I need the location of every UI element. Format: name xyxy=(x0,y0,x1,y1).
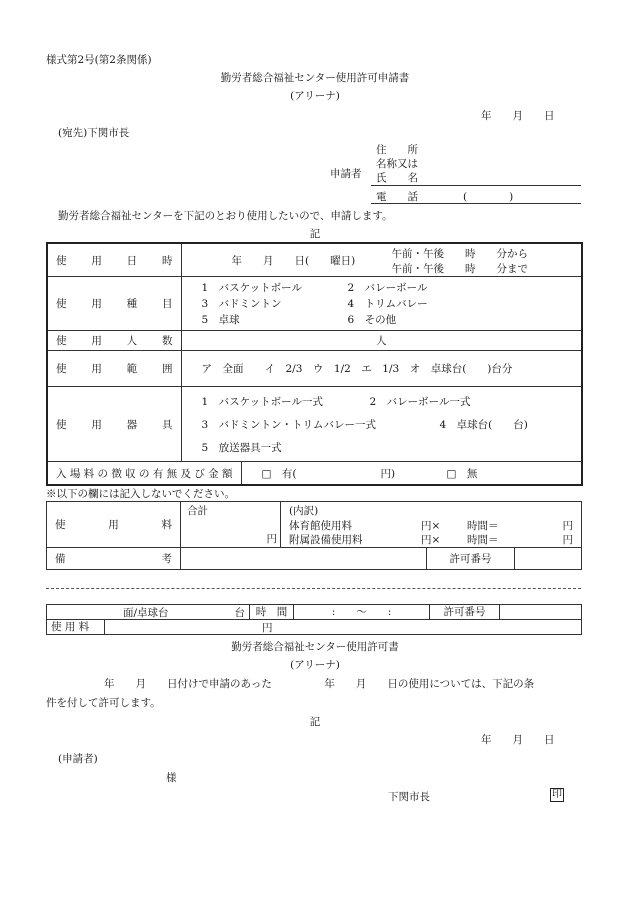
seal-mark: 印 xyxy=(552,789,562,800)
time-to: 午前・午後 時 分まで xyxy=(391,263,528,275)
form-number: 様式第2号(第2条関係) xyxy=(46,54,152,66)
name-underline xyxy=(371,185,581,186)
people-row xyxy=(47,331,582,351)
datetime-label: 使用日時 xyxy=(56,254,173,267)
addressee: (宛先)下関市長 xyxy=(58,127,130,139)
permit-date: 年 月 日 xyxy=(481,734,555,746)
type-label: 使用種目 xyxy=(56,298,173,310)
venue-label: (アリーナ) xyxy=(290,90,340,102)
range-row xyxy=(47,351,582,387)
equipment-3: 3 バドミントン・トリムバレー一式 xyxy=(201,419,376,431)
people-unit: 人 xyxy=(181,331,582,351)
type-4: 4 トリムバレー xyxy=(347,298,428,310)
stub-row-1 xyxy=(47,605,582,620)
gym-yen: 円 xyxy=(562,520,574,532)
fee-yes-option[interactable]: □ 有( 円) xyxy=(261,468,396,480)
range-value: ア 全面 イ 2/3 ウ 1/2 エ 1/3 オ 卓球台( )台分 xyxy=(181,351,582,387)
type-6: 6 その他 xyxy=(347,314,397,326)
gym-yen-times: 円× xyxy=(421,520,441,532)
permit-venue: (アリーナ) xyxy=(290,659,340,671)
stub-permit-number-label: 許可番号 xyxy=(430,605,500,620)
stub-time-label: 時 間 xyxy=(250,605,294,620)
permit-sama: 様 xyxy=(166,772,177,784)
people-label: 使用人数 xyxy=(56,335,173,347)
cut-line xyxy=(46,588,581,589)
equipment-2: 2 バレーボール一式 xyxy=(369,396,471,408)
name-label-line1: 名称又は xyxy=(376,158,418,170)
permit-title: 勤労者総合福祉センター使用許可書 xyxy=(231,641,399,653)
stub-fee-yen: 円 xyxy=(262,622,273,634)
time-from: 午前・午後 時 分から xyxy=(391,248,528,260)
fee-label: 入場料の徴収の有無及び金額 xyxy=(56,467,233,480)
range-label: 使用範囲 xyxy=(56,363,173,375)
datetime-row xyxy=(47,243,582,277)
stub-tables-unit: 台 xyxy=(234,607,245,619)
total-yen: 円 xyxy=(266,533,277,545)
permit-applicant-label: (申請者) xyxy=(58,753,98,765)
phone-label: 電 話 xyxy=(376,191,418,203)
permit-number-label: 許可番号 xyxy=(427,548,515,570)
equipment-1: 1 バスケットボール一式 xyxy=(201,396,323,408)
breakdown-label: (内訳) xyxy=(289,505,319,517)
permit-body-line1: 年 月 日付けで申請のあった 年 月 日の使用については、下記の条 xyxy=(104,678,535,690)
phone-underline xyxy=(371,203,581,204)
name-label-line2: 氏 名 xyxy=(376,172,418,184)
facility-yen-times: 円× xyxy=(421,534,441,546)
remarks-row xyxy=(47,548,582,570)
facility-hours: 時間＝ xyxy=(467,534,499,546)
applicant-label: 申請者 xyxy=(330,168,362,180)
stub-fee-label: 使 用 料 xyxy=(47,620,105,635)
fee-no-option[interactable]: □ 無 xyxy=(446,468,478,480)
equipment-5: 5 放送器具一式 xyxy=(201,442,282,454)
phone-paren: ( ) xyxy=(463,191,514,203)
equipment-4: 4 卓球台( 台) xyxy=(439,419,528,431)
application-title: 勤労者総合福祉センター使用許可申請書 xyxy=(220,72,410,84)
application-date: 年 月 日 xyxy=(481,110,555,122)
office-use-note: ※以下の欄には記入しないでください。 xyxy=(46,488,235,500)
type-1: 1 バスケットボール xyxy=(201,282,302,294)
stub-surface-label: 面/卓球台 xyxy=(123,607,169,619)
facility-yen: 円 xyxy=(562,534,574,546)
equipment-label: 使用器具 xyxy=(56,418,173,431)
type-3: 3 バドミントン xyxy=(201,298,282,310)
stub-time-value: : 〜 : xyxy=(294,605,430,620)
stub-table xyxy=(46,604,582,635)
office-table xyxy=(46,501,582,570)
type-5: 5 卓球 xyxy=(201,314,240,326)
ki-heading: 記 xyxy=(309,228,321,240)
permit-mayor: 下関市長 xyxy=(388,791,430,803)
equipment-row xyxy=(47,387,582,462)
datetime-value: 年 月 日( 曜日) xyxy=(231,255,356,267)
type-row xyxy=(47,277,582,331)
fee-row xyxy=(47,462,582,486)
gym-hours: 時間＝ xyxy=(467,520,499,532)
permit-body-line2: 件を付して許可します。 xyxy=(46,697,161,709)
address-label: 住 所 xyxy=(376,144,418,156)
usage-fee-label: 使用料 xyxy=(55,519,172,531)
remarks-label: 備考 xyxy=(55,553,172,565)
permit-ki-heading: 記 xyxy=(309,716,321,728)
intro-text: 勤労者総合福祉センターを下記のとおり使用したいので、申請します。 xyxy=(58,210,393,222)
usage-fee-row xyxy=(47,502,582,548)
application-table xyxy=(46,242,583,486)
type-2: 2 バレーボール xyxy=(347,282,428,294)
facility-fee-label: 附属設備使用料 xyxy=(289,534,363,546)
gym-fee-label: 体育館使用料 xyxy=(289,520,352,532)
total-label: 合計 xyxy=(187,505,208,517)
stub-row-2 xyxy=(47,620,582,635)
